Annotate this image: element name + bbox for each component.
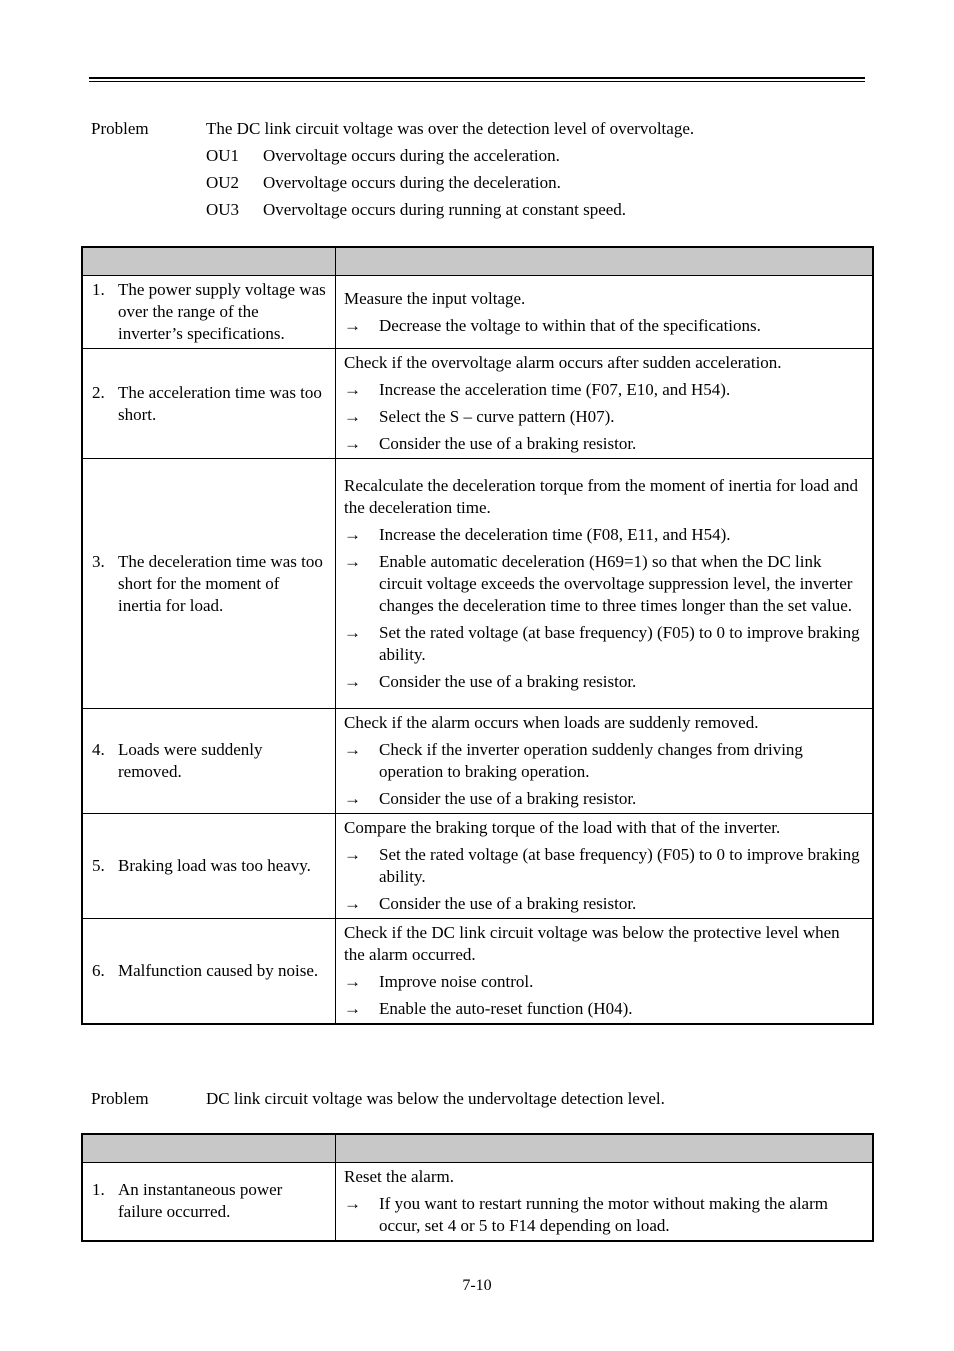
arrow-icon: →: [344, 524, 361, 544]
arrow-icon: →: [344, 894, 361, 913]
remedy-text: Increase the deceleration time (F08, E11, and H54).: [379, 524, 731, 544]
check-remedy-cell: [336, 349, 874, 459]
check-remedy-cell: [336, 276, 874, 349]
remedy-item: [344, 622, 862, 666]
subcode-code: OU1: [206, 146, 240, 165]
remedy-text: Check if the inverter operation suddenly changes from driving operation to braking operation.: [379, 740, 803, 781]
remedy-item: [344, 739, 862, 783]
cause-number: 1.: [92, 1180, 105, 1200]
subcode-ou3: [206, 199, 626, 221]
arrow-icon: →: [344, 971, 361, 991]
check-remedy-cell: [336, 919, 874, 1024]
arrow-icon: →: [344, 789, 361, 808]
check-text: Recalculate the deceleration torque from the moment of inertia for load and the deceleration time.: [344, 475, 859, 517]
subcode-text: Overvoltage occurs during running at constant speed.: [263, 200, 627, 219]
check-text: Compare the braking torque of the load with that of the inverter.: [344, 818, 781, 837]
cause-text: Braking load was too heavy.: [118, 856, 311, 875]
remedy-item: [344, 1193, 862, 1237]
subcode-text: Overvoltage occurs during the acceleration.: [263, 146, 560, 165]
remedy-item: [344, 433, 862, 455]
cause-text: The deceleration time was too short for the moment of inertia for load.: [118, 551, 323, 615]
subcode-code: OU2: [206, 173, 240, 192]
remedy-item: [344, 406, 862, 428]
cause-number: 3.: [92, 551, 105, 571]
cause-text: An instantaneous power failure occurred.: [118, 1180, 283, 1222]
table-row: [82, 459, 873, 709]
arrow-icon: →: [344, 740, 361, 759]
cause-cell: [82, 276, 336, 349]
remedy-text: Consider the use of a braking resistor.: [379, 434, 637, 453]
cause-cell: [82, 919, 336, 1024]
remedy-item: [344, 379, 862, 401]
check-remedy-cell: [336, 709, 874, 814]
check-text: Check if the alarm occurs when loads are suddenly removed.: [344, 713, 759, 732]
remedy-item: [344, 971, 862, 993]
arrow-icon: →: [344, 380, 361, 399]
overvoltage-cause-table: [81, 246, 874, 1025]
remedy-item: [344, 893, 862, 915]
header-cell-cause: [82, 247, 336, 276]
arrow-icon: →: [344, 315, 361, 335]
table-row: [82, 919, 873, 1024]
subcode-ou2: [206, 172, 561, 194]
table-row: [82, 276, 873, 349]
table-row: [82, 709, 873, 814]
cause-number: 6.: [92, 960, 105, 980]
problem-label: Problem: [91, 119, 149, 138]
problem-text: DC link circuit voltage was below the undervoltage detection level.: [206, 1089, 665, 1108]
remedy-text: Increase the acceleration time (F07, E10, and H54).: [379, 380, 731, 399]
remedy-text: If you want to restart running the motor without making the alarm occur, set 4 or 5 to F14 depending on load.: [379, 1193, 828, 1235]
remedy-item: [344, 671, 862, 693]
header-cell-check: [336, 1134, 874, 1163]
table-header-row: [82, 1134, 873, 1163]
check-text: Reset the alarm.: [344, 1166, 454, 1186]
header-rule-thick: [89, 77, 865, 79]
cause-number: 4.: [92, 740, 105, 759]
table-row: [82, 1163, 873, 1241]
cause-text: The acceleration time was too short.: [118, 382, 322, 424]
header-rule-thin: [89, 81, 865, 82]
remedy-item: [344, 315, 862, 337]
subcode-ou1: [206, 145, 560, 167]
table-row: [82, 814, 873, 919]
subcode-code: OU3: [206, 200, 240, 219]
cause-cell: [82, 814, 336, 919]
check-remedy-cell: [336, 1163, 874, 1241]
remedy-item: [344, 998, 862, 1020]
remedy-item: [344, 551, 862, 617]
problem-text: The DC link circuit voltage was over the detection level of overvoltage.: [206, 119, 695, 138]
cause-text: Malfunction caused by noise.: [118, 960, 319, 980]
remedy-text: Set the rated voltage (at base frequency) (F05) to 0 to improve braking ability.: [379, 845, 860, 886]
remedy-item: [344, 844, 862, 888]
table-row: [82, 349, 873, 459]
cause-cell: [82, 349, 336, 459]
remedy-text: Consider the use of a braking resistor.: [379, 671, 637, 691]
remedy-item: [344, 788, 862, 810]
page-number: 7-10: [462, 1277, 492, 1294]
check-remedy-cell: [336, 814, 874, 919]
undervoltage-cause-table: [81, 1133, 874, 1242]
cause-number: 5.: [92, 856, 105, 875]
cause-number: 1.: [92, 280, 105, 299]
arrow-icon: →: [344, 551, 361, 571]
cause-text: Loads were suddenly removed.: [118, 740, 263, 781]
cause-cell: [82, 709, 336, 814]
remedy-text: Enable automatic deceleration (H69=1) so that when the DC link circuit voltage exceeds the overvoltage suppression level, the inverter changes the deceleration time to three times longer than the set value.: [379, 551, 853, 615]
arrow-icon: →: [344, 998, 361, 1018]
remedy-text: Enable the auto-reset function (H04).: [379, 998, 633, 1018]
check-text: Measure the input voltage.: [344, 288, 526, 308]
cause-number: 2.: [92, 382, 105, 402]
subcode-text: Overvoltage occurs during the deceleration.: [263, 173, 561, 192]
remedy-text: Select the S – curve pattern (H07).: [379, 407, 615, 426]
arrow-icon: →: [344, 845, 361, 864]
header-cell-cause: [82, 1134, 336, 1163]
check-remedy-cell: [336, 459, 874, 709]
cause-text: The power supply voltage was over the range of the inverter’s specifications.: [118, 280, 326, 343]
remedy-text: Consider the use of a braking resistor.: [379, 789, 637, 808]
problem-label: Problem: [91, 1089, 149, 1108]
remedy-item: [344, 524, 862, 546]
header-cell-check: [336, 247, 874, 276]
remedy-text: Consider the use of a braking resistor.: [379, 894, 637, 913]
remedy-text: Set the rated voltage (at base frequency) (F05) to 0 to improve braking ability.: [379, 622, 860, 664]
arrow-icon: →: [344, 1193, 361, 1213]
arrow-icon: →: [344, 671, 361, 691]
check-text: Check if the overvoltage alarm occurs after sudden acceleration.: [344, 353, 782, 372]
remedy-text: Improve noise control.: [379, 971, 534, 991]
cause-cell: [82, 459, 336, 709]
remedy-text: Decrease the voltage to within that of the specifications.: [379, 315, 761, 335]
arrow-icon: →: [344, 622, 361, 642]
table-header-row: [82, 247, 873, 276]
cause-cell: [82, 1163, 336, 1241]
check-text: Check if the DC link circuit voltage was below the protective level when the alarm occurred.: [344, 922, 840, 964]
arrow-icon: →: [344, 434, 361, 453]
arrow-icon: →: [344, 407, 361, 426]
